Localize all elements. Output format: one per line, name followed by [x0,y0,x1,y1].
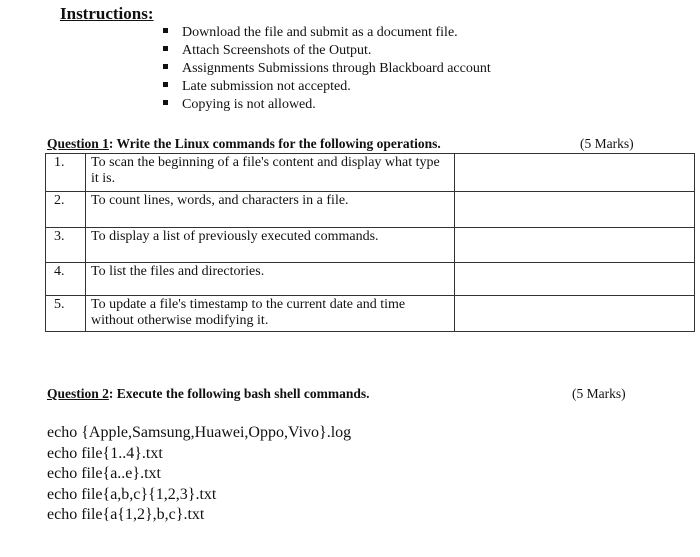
table-row [46,296,695,332]
table-row [46,228,695,263]
row-number: 1. [46,154,86,192]
answer-cell[interactable] [455,192,695,228]
bash-commands [47,423,351,526]
instruction-text: Download the file and submit as a document file. [182,25,458,40]
answer-cell[interactable] [455,263,695,296]
question1-marks: (5 Marks) [580,136,634,151]
table-row [46,263,695,296]
row-number: 5. [46,296,86,332]
command-line: echo {Apple,Samsung,Huawei,Oppo,Vivo}.log [47,424,352,441]
row-description: To display a list of previously executed commands. [86,228,455,263]
answer-cell[interactable] [455,154,695,192]
row-description: To list the files and directories. [86,263,455,296]
command-line: echo file{1..4}.txt [47,444,163,462]
list-item [163,78,491,96]
bullet-icon [163,28,168,33]
operations-table [45,153,695,332]
row-description: To count lines, words, and characters in a file. [86,192,455,228]
instructions-list [163,24,491,114]
row-number: 4. [46,263,86,296]
list-item [163,96,491,114]
bullet-icon [163,46,168,51]
question2-heading [47,386,370,402]
row-description: To update a file's timestamp to the current date and time without otherwise modifying it. [86,296,455,332]
command-line: echo file{a{1,2},b,c}.txt [47,506,205,523]
instructions-heading: Instructions: [60,4,154,23]
row-number: 3. [46,228,86,263]
instruction-text: Copying is not allowed. [182,97,316,112]
instruction-text: Assignments Submissions through Blackboard account [182,61,491,76]
instruction-text: Late submission not accepted. [182,79,351,94]
table-row [46,154,695,192]
command-line: echo file{a,b,c}{1,2,3}.txt [47,485,217,503]
answer-cell[interactable] [455,228,695,263]
row-description: To scan the beginning of a file's content and display what type it is. [86,154,455,192]
row-number: 2. [46,192,86,228]
instruction-text: Attach Screenshots of the Output. [182,43,372,58]
bullet-icon [163,82,168,87]
command-line: echo file{a..e}.txt [47,465,161,482]
bullet-icon [163,64,168,69]
question2-text: : Execute the following bash shell commands. [108,386,370,401]
question2-label: Question 2 [47,386,109,401]
list-item [163,42,491,60]
question1-heading [47,136,441,152]
question1-label: Question 1 [47,136,109,151]
question2-marks: (5 Marks) [572,386,626,401]
list-item [163,24,491,42]
question1-text: : Write the Linux commands for the following operations. [108,136,441,151]
table-row [46,192,695,228]
answer-cell[interactable] [455,296,695,332]
bullet-icon [163,100,168,105]
list-item [163,60,491,78]
